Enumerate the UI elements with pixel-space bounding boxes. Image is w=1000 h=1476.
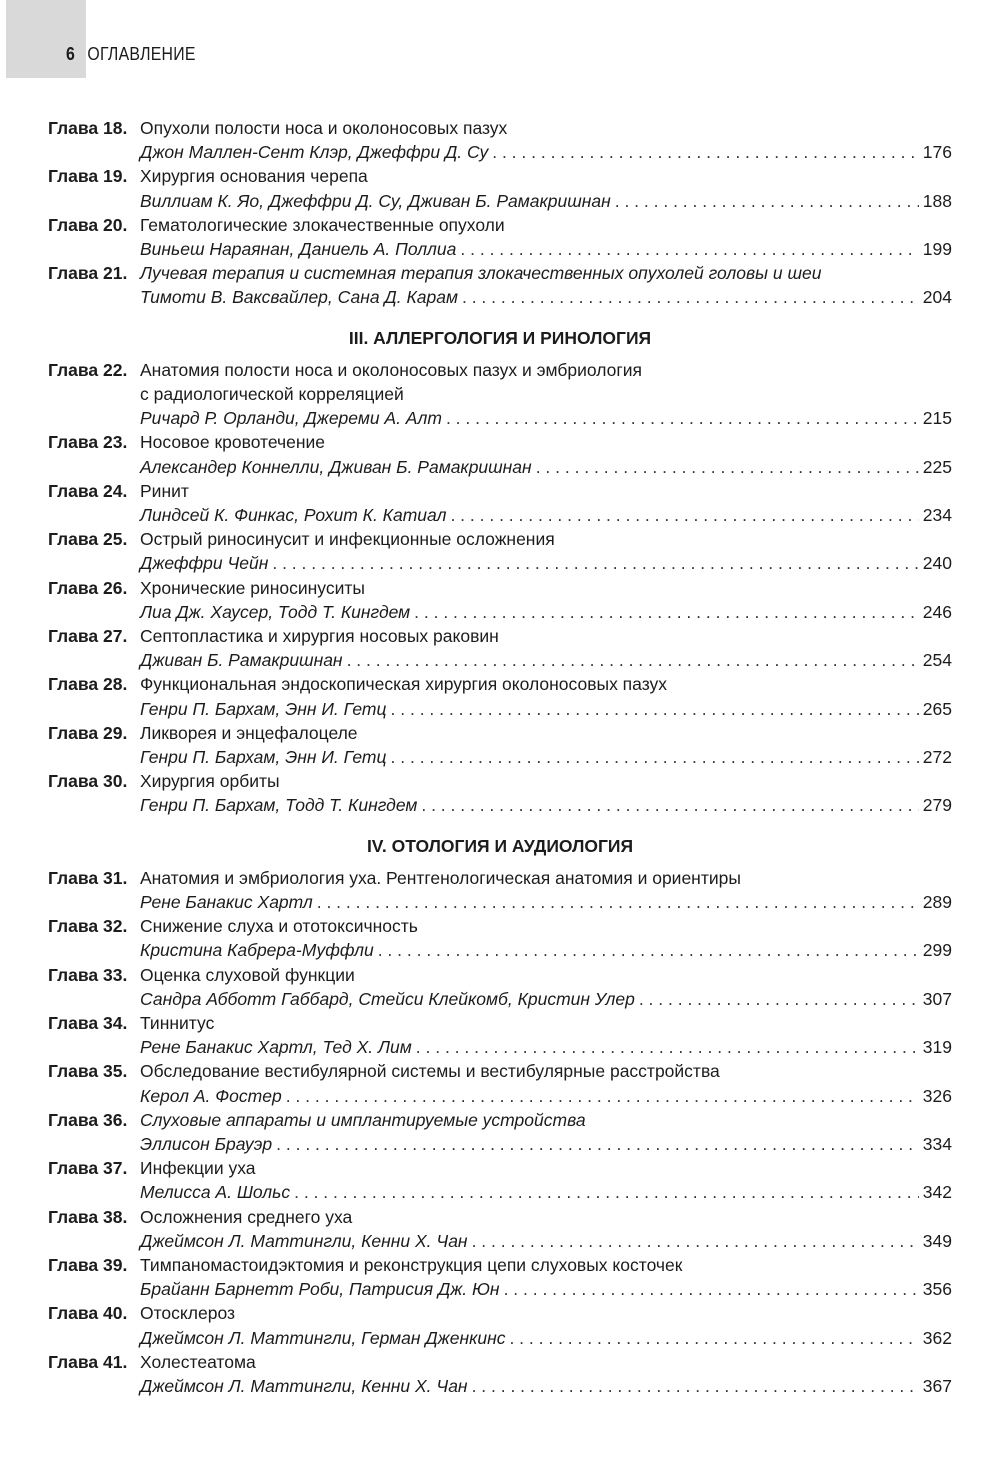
dot-leader: [416, 1037, 919, 1058]
chapter-page-number[interactable]: 199: [922, 239, 952, 259]
chapter-authors: Джеффри Чейн: [140, 553, 269, 574]
chapter-title: Оценка слуховой функции: [140, 964, 355, 985]
chapter-page-number[interactable]: 225: [922, 456, 952, 477]
chapter-label: Глава 30.: [48, 771, 128, 792]
toc-author-row: [0, 142, 1000, 166]
toc-title-row: [0, 916, 1000, 940]
toc-title-row: [0, 723, 1000, 747]
toc-author-row: [0, 1328, 1000, 1352]
author-line: [140, 1086, 952, 1107]
chapter-page-number[interactable]: 246: [922, 601, 952, 622]
chapter-page-number[interactable]: 326: [922, 1085, 952, 1106]
chapter-page-number[interactable]: 356: [922, 1279, 952, 1300]
chapter-authors: Александер Коннелли, Дживан Б. Рамакришнан: [140, 456, 532, 477]
chapter-authors: Мелисса А. Шольс: [140, 1182, 291, 1203]
dot-leader: [391, 699, 919, 720]
author-line: [140, 989, 952, 1010]
chapter-authors: Генри П. Бархам, Тодд Т. Кингдем: [140, 795, 418, 816]
toc-title-row: [0, 1061, 1000, 1085]
chapter-label: Глава 34.: [48, 1013, 128, 1033]
dot-leader: [472, 1231, 919, 1252]
author-line: [140, 457, 952, 478]
chapter-authors: Брайанн Барнетт Роби, Патрисия Дж. Юн: [140, 1279, 500, 1300]
toc-title-row: [0, 771, 1000, 795]
chapter-label: Глава 31.: [48, 867, 128, 888]
chapter-title: Носовое кровотечение: [140, 432, 326, 453]
toc-author-row: [0, 699, 1000, 723]
chapter-label: Глава 25.: [48, 529, 128, 550]
chapter-label: Глава 19.: [48, 166, 128, 187]
chapter-title: Ликворея и энцефалоцеле: [140, 722, 358, 743]
toc-author-row: [0, 1231, 1000, 1255]
chapter-authors: Ричард Р. Орланди, Джереми А. Алт: [140, 408, 442, 429]
toc-author-row: [0, 1182, 1000, 1206]
chapter-label: Глава 18.: [48, 118, 128, 138]
author-line: [140, 940, 952, 961]
toc-title-row: [0, 1207, 1000, 1231]
running-header: [66, 44, 196, 65]
chapter-page-number[interactable]: 334: [922, 1134, 952, 1154]
toc-author-row: [0, 892, 1000, 916]
toc-author-row: [0, 940, 1000, 964]
chapter-authors: Кристина Кабрера-Муффли: [140, 940, 374, 961]
toc-title-row: [0, 529, 1000, 553]
chapter-page-number[interactable]: 289: [922, 892, 952, 912]
chapter-authors: Рене Банакис Хартл, Тед Х. Лим: [140, 1037, 412, 1058]
toc-author-row: [0, 457, 1000, 481]
author-line: [140, 650, 952, 671]
chapter-page-number[interactable]: 176: [922, 142, 952, 163]
chapter-label: Глава 37.: [48, 1158, 128, 1179]
toc-author-row: [0, 747, 1000, 771]
toc-title-row: [0, 674, 1000, 698]
toc-author-row: [0, 989, 1000, 1013]
chapter-page-number[interactable]: 279: [922, 795, 952, 816]
chapter-label: Глава 40.: [48, 1303, 128, 1324]
author-line: [140, 1182, 952, 1203]
chapter-authors: Дживан Б. Рамакришнан: [140, 650, 343, 671]
chapter-label: Глава 36.: [48, 1109, 128, 1130]
dot-leader: [446, 408, 919, 429]
chapter-title: Острый риносинусит и инфекционные осложнения: [140, 529, 555, 550]
chapter-title: Хирургия орбиты: [140, 771, 280, 792]
chapter-title: Ринит: [140, 480, 189, 501]
dot-leader: [462, 287, 919, 308]
chapter-authors: Тимоти В. Ваксвайлер, Сана Д. Карам: [140, 287, 458, 308]
running-header-title: ОГЛАВЛЕНИЕ: [87, 44, 196, 64]
chapter-authors: Эллисон Брауэр: [140, 1134, 273, 1154]
dot-leader: [509, 1328, 918, 1349]
chapter-label: Глава 21.: [48, 263, 128, 284]
chapter-title: Хронические риносинуситы: [140, 577, 365, 598]
author-line: [140, 795, 952, 816]
toc-title-row: [0, 481, 1000, 505]
toc-title-row: [0, 360, 1000, 384]
toc-author-row: [0, 1134, 1000, 1158]
dot-leader: [317, 892, 919, 913]
chapter-title: с радиологической корреляцией: [140, 384, 404, 404]
author-line: [140, 191, 952, 212]
chapter-title: Анатомия полости носа и околоносовых пазух и эмбриология: [140, 359, 643, 380]
chapter-page-number[interactable]: 240: [922, 553, 952, 574]
toc-title-row: [0, 263, 1000, 287]
author-line: [140, 287, 952, 308]
chapter-title: Хирургия основания черепа: [140, 166, 368, 187]
author-line: [140, 892, 952, 913]
toc-author-row: [0, 287, 1000, 311]
dot-leader: [391, 747, 919, 768]
chapter-title: Функциональная эндоскопическая хирургия околоносовых пазух: [140, 674, 668, 695]
chapter-label: Глава 26.: [48, 577, 128, 598]
chapter-label: Глава 24.: [48, 480, 128, 501]
section-heading: III. АЛЛЕРГОЛОГИЯ И РИНОЛОГИЯ: [348, 327, 652, 348]
section-heading: IV. ОТОЛОГИЯ И АУДИОЛОГИЯ: [366, 835, 634, 856]
author-line: [140, 505, 952, 526]
chapter-authors: Генри П. Бархам, Энн И. Гетц: [140, 747, 387, 767]
chapter-authors: Генри П. Бархам, Энн И. Гетц: [140, 698, 387, 719]
dot-leader: [460, 239, 918, 260]
author-line: [140, 1279, 952, 1300]
toc-author-row: [0, 1086, 1000, 1110]
dot-leader: [504, 1279, 919, 1300]
chapter-page-number[interactable]: 299: [922, 940, 952, 961]
dot-leader: [272, 553, 918, 574]
author-line: [140, 142, 952, 163]
toc-title-row: [0, 1255, 1000, 1279]
chapter-authors: Виллиам К. Яо, Джеффри Д. Су, Дживан Б. Рамакришнан: [140, 190, 611, 211]
chapter-title: Тиннитус: [140, 1013, 215, 1033]
chapter-authors: Линдсей К. Финкас, Рохит К. Катиал: [140, 505, 447, 525]
toc-title-row: [0, 626, 1000, 650]
chapter-authors: Джеймсон Л. Маттингли, Герман Дженкинс: [140, 1327, 506, 1348]
chapter-authors: Джон Маллен-Сент Клэр, Джеффри Д. Су: [140, 142, 489, 163]
author-line: [140, 239, 952, 260]
toc-title-row: [0, 1013, 1000, 1037]
chapter-title: Инфекции уха: [140, 1158, 256, 1179]
chapter-authors: Сандра Абботт Габбард, Стейси Клейкомб, Кристин Улер: [140, 988, 635, 1009]
dot-leader: [347, 650, 919, 671]
chapter-title: Анатомия и эмбриология уха. Рентгенологическая анатомия и ориентиры: [140, 867, 741, 888]
author-line: [140, 1037, 952, 1058]
chapter-label: Глава 27.: [48, 626, 128, 646]
toc-title-row: [0, 1110, 1000, 1134]
chapter-title: Тимпаномастоидэктомия и реконструкция цепи слуховых косточек: [140, 1255, 683, 1275]
dot-leader: [450, 505, 918, 526]
chapter-page-number[interactable]: 234: [922, 505, 952, 525]
chapter-title: Слуховые аппараты и имплантируемые устройства: [140, 1109, 586, 1130]
toc-author-row: [0, 602, 1000, 626]
chapter-page-number[interactable]: 349: [922, 1230, 952, 1251]
chapter-authors: Керол А. Фостер: [140, 1085, 282, 1106]
chapter-authors: Джеймсон Л. Маттингли, Кенни Х. Чан: [140, 1230, 468, 1251]
page-number: 6: [66, 44, 76, 64]
chapter-label: Глава 35.: [48, 1061, 128, 1082]
toc-author-row: [0, 650, 1000, 674]
toc-author-row: [0, 795, 1000, 819]
toc-author-row: [0, 191, 1000, 215]
chapter-label: Глава 29.: [48, 722, 128, 743]
chapter-label: Глава 28.: [48, 674, 128, 695]
chapter-label: Глава 32.: [48, 916, 128, 937]
chapter-label: Глава 33.: [48, 964, 128, 985]
chapter-title: Лучевая терапия и системная терапия злокачественных опухолей головы и шеи: [140, 263, 822, 284]
chapter-title: Опухоли полости носа и околоносовых пазух: [140, 118, 508, 138]
chapter-page-number[interactable]: 215: [922, 408, 952, 429]
author-line: [140, 747, 952, 768]
chapter-authors: Джеймсон Л. Маттингли, Кенни Х. Чан: [140, 1376, 468, 1396]
toc-author-row: [0, 553, 1000, 577]
author-line: [140, 1231, 952, 1252]
chapter-page-number[interactable]: 367: [922, 1376, 952, 1396]
toc-title-row: [0, 432, 1000, 456]
dot-leader: [472, 1376, 919, 1397]
author-line: [140, 1134, 952, 1155]
chapter-label: Глава 22.: [48, 359, 128, 380]
toc-author-row: [0, 239, 1000, 263]
chapter-title: Гематологические злокачественные опухоли: [140, 214, 505, 235]
chapter-authors: Виньеш Нараянан, Даниель А. Поллиа: [140, 239, 457, 259]
author-line: [140, 553, 952, 574]
chapter-label: Глава 38.: [48, 1206, 128, 1227]
chapter-page-number[interactable]: 204: [922, 287, 952, 308]
chapter-page-number[interactable]: 188: [922, 190, 952, 211]
toc-title-row: [0, 166, 1000, 190]
author-line: [140, 699, 952, 720]
author-line: [140, 1376, 952, 1397]
dot-leader: [286, 1086, 919, 1107]
toc-title-row: [0, 215, 1000, 239]
dot-leader: [294, 1182, 919, 1203]
toc-title-row: [0, 1352, 1000, 1376]
toc-author-row: [0, 1279, 1000, 1303]
toc-title-row: [0, 384, 1000, 408]
chapter-title: Осложнения среднего уха: [140, 1206, 353, 1227]
toc-author-row: [0, 408, 1000, 432]
chapter-page-number[interactable]: 307: [922, 988, 952, 1009]
chapter-page-number[interactable]: 319: [922, 1037, 952, 1058]
chapter-title: Септопластика и хирургия носовых раковин: [140, 626, 499, 646]
author-line: [140, 1328, 952, 1349]
toc-title-row: [0, 1158, 1000, 1182]
toc-author-row: [0, 1037, 1000, 1061]
dot-leader: [414, 602, 919, 623]
chapter-title: Холестеатома: [140, 1351, 256, 1372]
chapter-page-number[interactable]: 272: [922, 747, 952, 767]
dot-leader: [615, 191, 919, 212]
chapter-page-number[interactable]: 342: [922, 1182, 952, 1203]
toc-author-row: [0, 1376, 1000, 1400]
toc-title-row: [0, 578, 1000, 602]
toc-author-row: [0, 505, 1000, 529]
dot-leader: [421, 795, 918, 816]
page-corner-tab: [6, 0, 86, 78]
chapter-label: Глава 41.: [48, 1351, 128, 1372]
chapter-label: Глава 39.: [48, 1255, 128, 1275]
chapter-page-number[interactable]: 254: [922, 650, 952, 671]
dot-leader: [276, 1134, 919, 1155]
toc-title-row: [0, 868, 1000, 892]
toc-title-row: [0, 1303, 1000, 1327]
toc-title-row: [0, 965, 1000, 989]
dot-leader: [492, 142, 919, 163]
chapter-title: Снижение слуха и ототоксичность: [140, 916, 418, 937]
dot-leader: [378, 940, 919, 961]
chapter-page-number[interactable]: 362: [922, 1327, 952, 1348]
author-line: [140, 602, 952, 623]
chapter-label: Глава 23.: [48, 432, 128, 453]
chapter-label: Глава 20.: [48, 214, 128, 235]
chapter-authors: Лиа Дж. Хаусер, Тодд Т. Кингдем: [140, 601, 411, 622]
dot-leader: [639, 989, 919, 1010]
chapter-authors: Рене Банакис Хартл: [140, 892, 313, 912]
toc-title-row: [0, 118, 1000, 142]
chapter-title: Обследование вестибулярной системы и вестибулярные расстройства: [140, 1061, 720, 1082]
dot-leader: [536, 457, 919, 478]
chapter-title: Отосклероз: [140, 1303, 236, 1324]
author-line: [140, 408, 952, 429]
chapter-page-number[interactable]: 265: [922, 698, 952, 719]
